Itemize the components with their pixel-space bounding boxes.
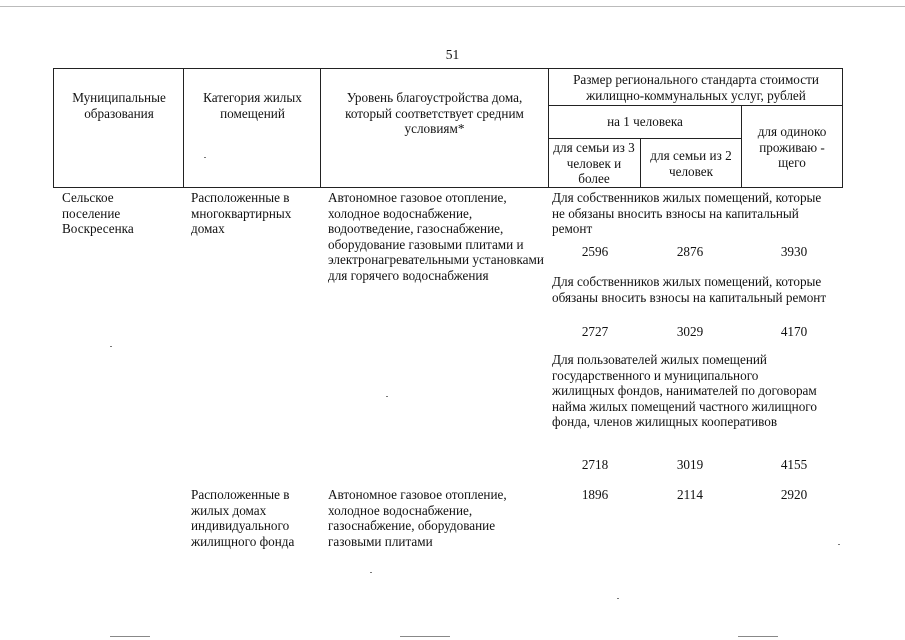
- group1-label: Для собственников жилых помещений, которые не обязаны вносить взносы на капитальный ремонт: [552, 190, 822, 236]
- scan-speck: [370, 572, 372, 573]
- header-per-person: на 1 человека: [607, 114, 683, 129]
- row2-value-family3: 1896: [581, 487, 609, 502]
- group2-label: Для собственников жилых помещений, которые обязаны вносить взносы на капитальный ремонт: [552, 274, 827, 305]
- scan-speck: [838, 544, 840, 545]
- page-number: 51: [445, 47, 460, 62]
- scan-artifact-bottom: [738, 636, 778, 637]
- scan-artifact-bottom: [110, 636, 150, 637]
- header-amenities: Уровень благоустройства дома, который соответствует средним условиям*: [345, 90, 524, 136]
- scan-speck: [617, 598, 619, 599]
- row2-value-family2: 2114: [677, 487, 703, 502]
- row2-value-single: 2920: [780, 487, 808, 502]
- group2-value-single: 4170: [780, 324, 808, 339]
- header-size: Размер регионального стандарта стоимости жилищно-коммунальных услуг, рублей: [573, 72, 819, 103]
- group1-value-family3: 2596: [581, 244, 609, 259]
- header-municipality: Муниципальные образования: [72, 90, 166, 121]
- row1-municipality: Сельское поселение Воскресенка: [62, 190, 134, 236]
- group1-value-single: 3930: [780, 244, 808, 259]
- scan-speck: [110, 346, 112, 347]
- row2-amenities: Автономное газовое отопление, холодное водоснабжение, газоснабжение, оборудование газовыми плитами: [328, 487, 507, 549]
- row1-category: Расположенные в многоквартирных домах: [191, 190, 292, 236]
- group3-value-family3: 2718: [581, 457, 609, 472]
- group1-value-family2: 2876: [676, 244, 704, 259]
- header-category: Категория жилых помещений: [203, 90, 302, 121]
- row1-amenities: Автономное газовое отопление, холодное водоснабжение, водоотведение, газоснабжение, оборудование газовыми плитами и электронагревательными установками для горячего водоснабжения: [328, 190, 544, 283]
- group2-value-family3: 2727: [581, 324, 609, 339]
- scan-artifact-bottom: [400, 636, 450, 637]
- scan-speck: [386, 396, 388, 397]
- header-family-3: для семьи из 3 человек и более: [553, 140, 635, 186]
- scan-artifact-top: [0, 6, 905, 7]
- row2-category: Расположенные в жилых домах индивидуального жилищного фонда: [191, 487, 295, 549]
- group3-value-family2: 3019: [676, 457, 704, 472]
- scan-speck: [204, 157, 206, 158]
- group2-value-family2: 3029: [676, 324, 704, 339]
- header-family-2: для семьи из 2 человек: [650, 148, 732, 179]
- group3-value-single: 4155: [780, 457, 808, 472]
- header-single: для одиноко проживаю - щего: [757, 124, 827, 170]
- group3-label: Для пользователей жилых помещений государственного и муниципального жилищных фондов, нанимателей по договорам найма жилых помещений частного жилищного фонда, членов жилищных кооперативов: [552, 352, 817, 429]
